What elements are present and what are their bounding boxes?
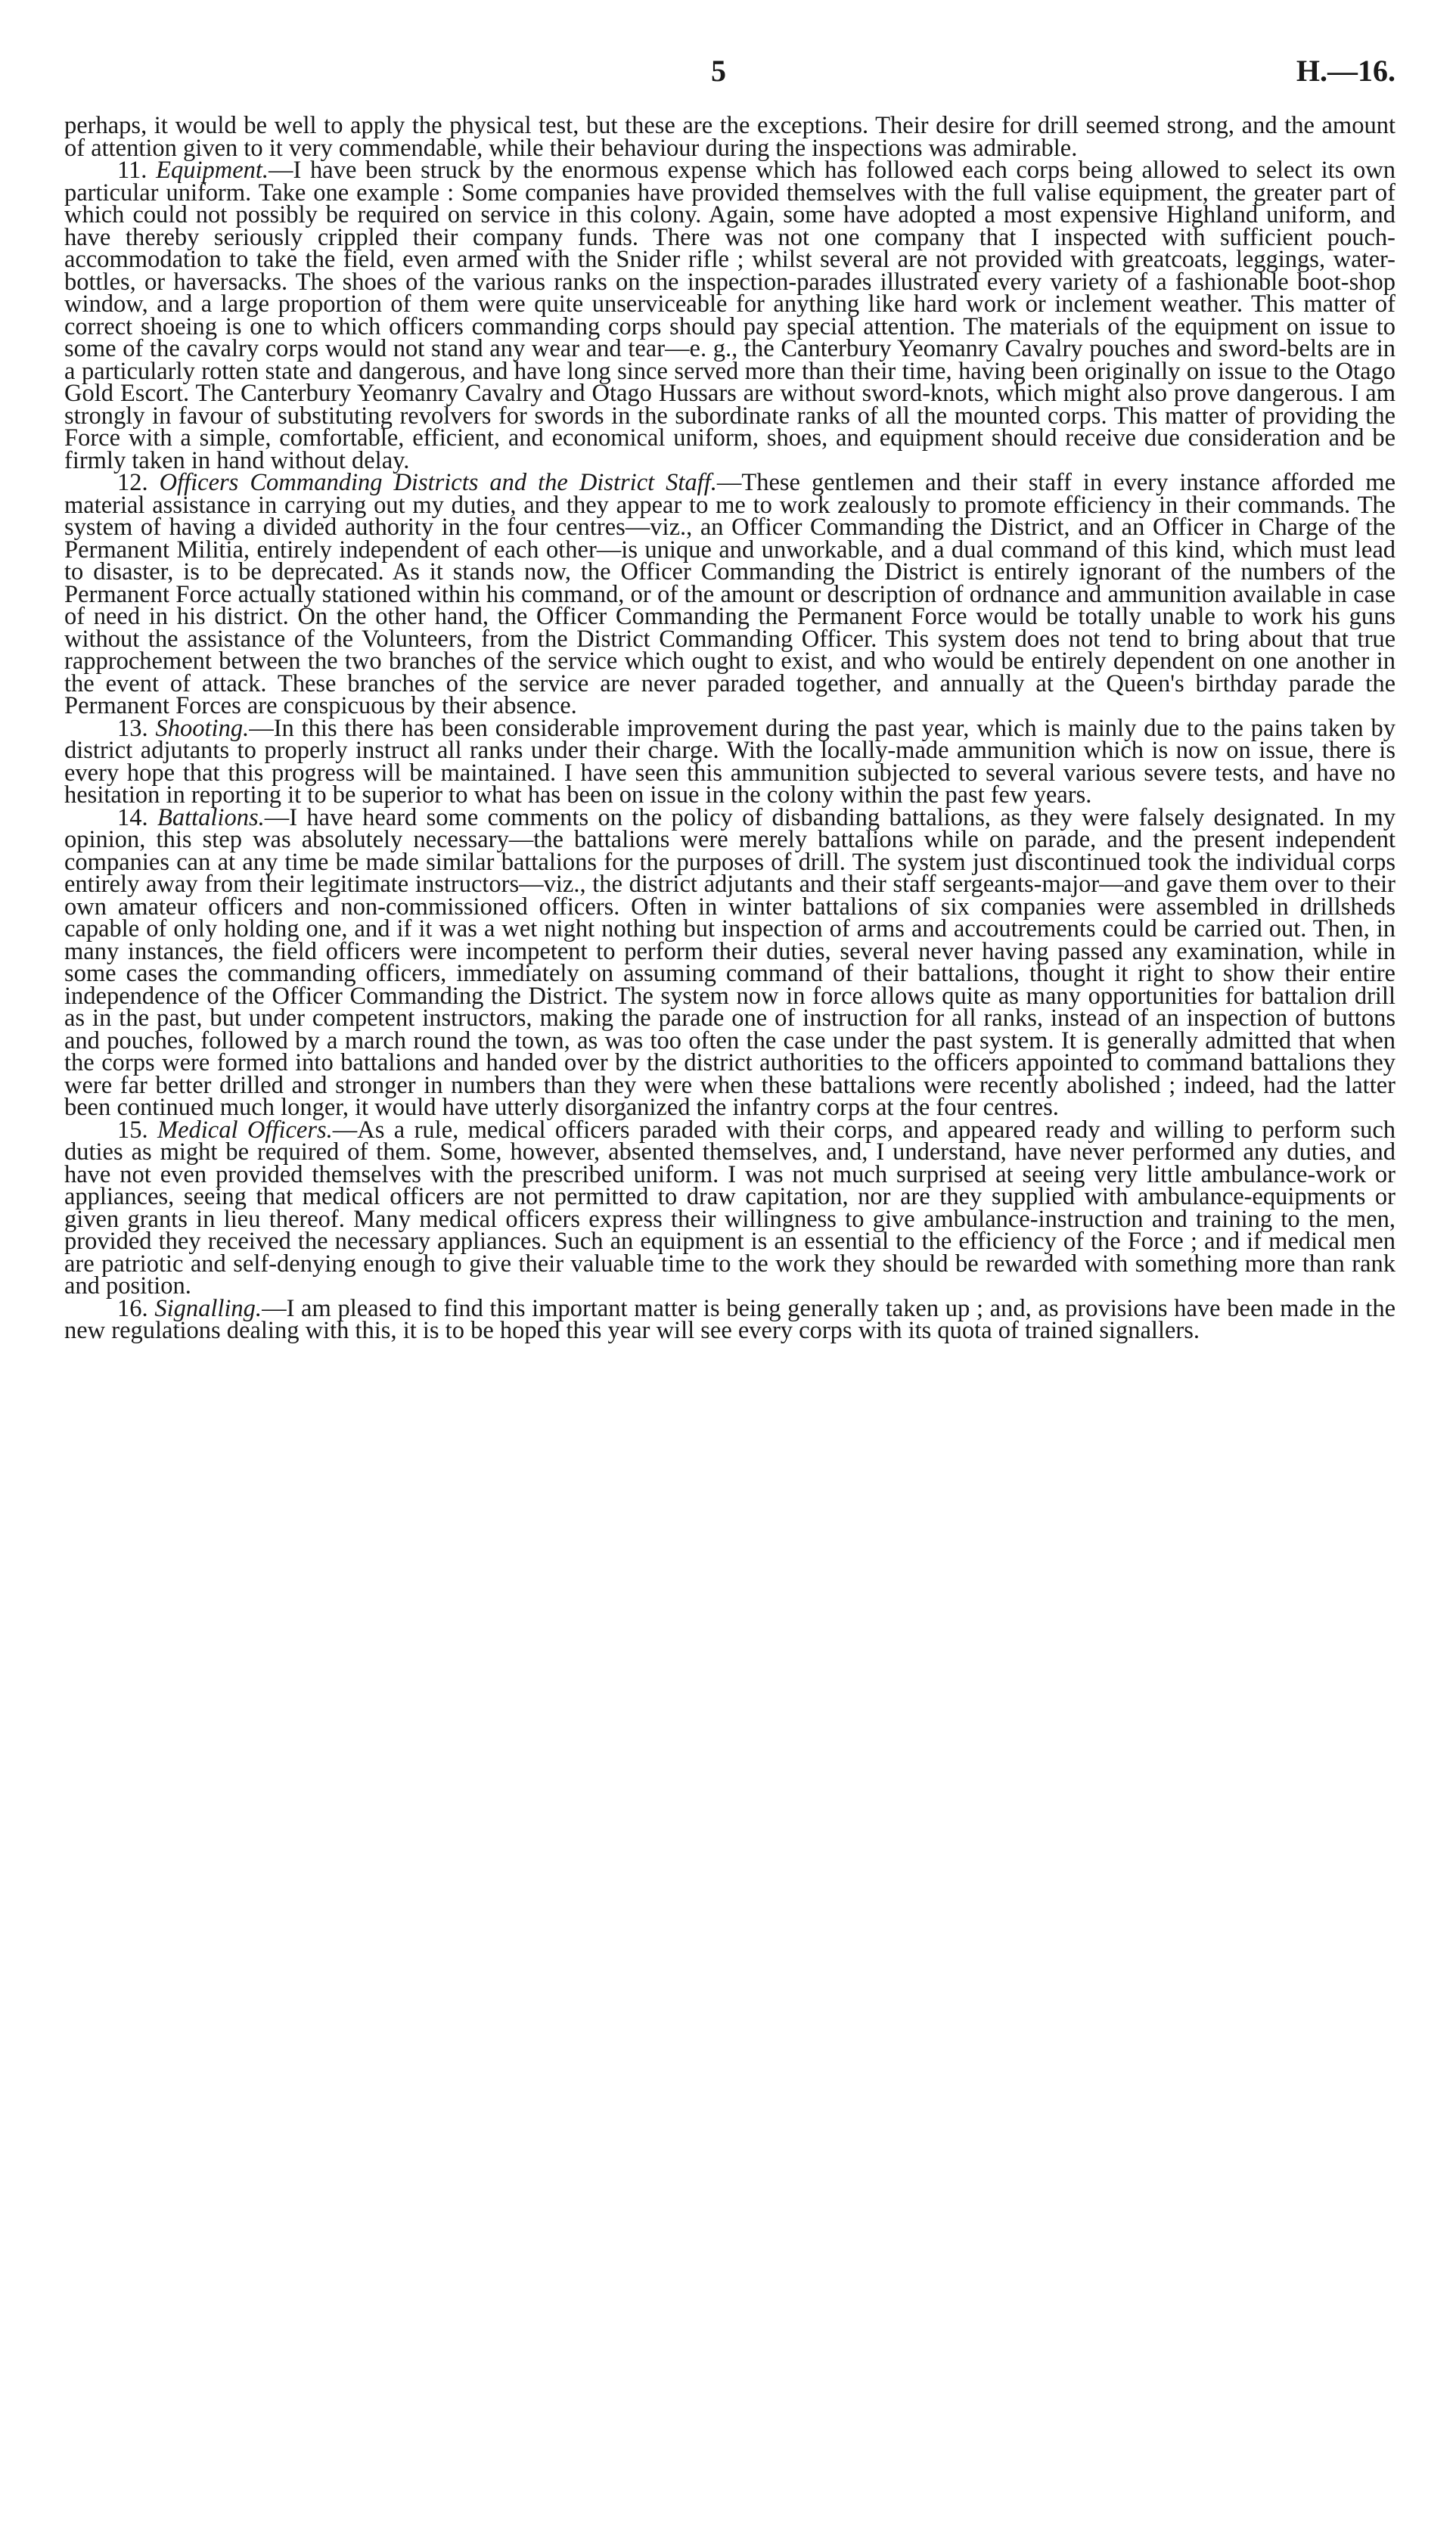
paragraph-district-staff: [64, 469, 1395, 719]
body-text: [64, 112, 1396, 1344]
paragraph-number: 11.: [117, 157, 147, 184]
paragraph-signalling: [64, 1294, 1396, 1344]
paragraph-text: —I have been struck by the enormous expense which has followed each corps being allowed to select its own particular uniform. Take one example : Some companies have provided themselves with the full valise equipment, the greater part of which could not possibly be required on service in this colony. Again, some have adopted a most expensive Highland uniform, and have thereby seriously crippled their company funds. There was not one company that I inspected with sufficient pouch-accommodation to take the field, even armed with the Snider rifle ; whilst several are not provided with greatcoats, leggings, water-bottles, or haversacks. The shoes of the various ranks on the inspection-parades illustrated every variety of a fashionable boot-shop window, and a large proportion of them were quite unserviceable for anything like hard work or inclement weather. This matter of correct shoeing is one to which officers commanding corps should pay special attention. The materials of the equipment on issue to some of the cavalry corps would not stand any wear and tear—e. g., the Canterbury Yeomanry Cavalry pouches and sword-belts are in a particularly rotten state and dangerous, and have long since served more than their time, having been originally on issue to the Otago Gold Escort. The Canterbury Yeomanry Cavalry and Otago Hussars are without sword-knots, which might also prove dangerous. I am strongly in favour of substituting revolvers for swords in the subordinate ranks of all the mounted corps. This matter of providing the Force with a simple, comfortable, efficient, and economical uniform, shoes, and equipment should receive due consideration and be firmly taken in hand without delay.: [64, 157, 1395, 474]
page-number: 5: [711, 54, 726, 88]
paragraph-heading: Medical Officers.: [157, 1116, 333, 1144]
paragraph-text: —I have heard some comments on the policy of disbanding battalions, as they were falsely designated. In my opinion, this step was absolutely necessary—the battalions were merely battalions while on parade, and the present independent companies can at any time be made similar battalions for the purposes of drill. The system just discontinued took the individual corps entirely away from their legitimate instructors—viz., the district adjutants and their staff sergeants-major—and gave them over to their own amateur officers and non-commissioned officers. Often in winter battalions of six companies were assembled in drillsheds capable of only holding one, and if it was a wet night nothing but inspection of arms and accoutrements could be carried out. Then, in many instances, the field officers were incompetent to perform their duties, several never having passed any examination, while in some cases the commanding officers, immediately on assuming command of their battalions, thought it right to show their entire independence of the Officer Commanding the District. The system now in force allows quite as many opportunities for battalion drill as in the past, but under competent instructors, making the parade one of instruction for all ranks, instead of an inspection of buttons and pouches, followed by a march round the town, as was too often the case under the past system. It is generally admitted that when the corps were formed into battalions and handed over by the district authorities to the officers appointed to command battalions they were far better drilled and stronger in numbers than they were when these battalions were recently abolished ; indeed, had the latter been continued much longer, it would have utterly disorganized the infantry corps at the four centres.: [64, 803, 1395, 1121]
page-header: [64, 45, 1395, 115]
paragraph-text: —As a rule, medical officers paraded with their corps, and appeared ready and willing to perform such duties as might be required of them. Some, however, absented themselves, and, I understand, have never performed any duties, and have not even provided themselves with the prescribed uniform. I was not much surprised at seeing very little ambulance-work or appliances, seeing that medical officers are not permitted to draw capitation, nor are they supplied with ambulance-equipments or given grants in lieu thereof. Many medical officers express their willingness to give ambulance-instruction and training to the men, provided they received the necessary appliances. Such an equipment is an essential to the efficiency of the Force ; and if medical men are patriotic and self-denying enough to give their valuable time to the work they should be rewarded with something more than rank and position.: [64, 1116, 1395, 1300]
paragraph-text: —I am pleased to find this important matter is being generally taken up ; and, as provisions have been made in the new regulations dealing with this, it is to be hoped this year will see every corps with its quota of trained signallers.: [64, 1294, 1396, 1344]
paragraph-number: 15.: [117, 1116, 148, 1144]
paragraph-number: 12.: [117, 469, 148, 496]
paragraph-text: —In this there has been considerable improvement during the past year, which is mainly due to the pains taken by district adjutants to properly instruct all ranks under their charge. With the locally-made ammunition which is now on issue, there is every hope that this progress will be maintained. I have seen this ammunition subjected to several various severe tests, and have no hesitation in reporting it to be superior to what has been on issue in the colony within the past few years.: [64, 714, 1396, 809]
paragraph-heading: Signalling.: [154, 1294, 262, 1322]
paragraph-heading: Officers Commanding Districts and the District Staff.: [159, 469, 717, 496]
paragraph-battalions: [64, 803, 1395, 1121]
paragraph-equipment: [64, 157, 1395, 474]
paragraph-heading: Battalions.: [157, 803, 265, 831]
paragraph-shooting: [64, 714, 1396, 809]
paragraph-heading: Shooting.: [155, 714, 250, 742]
paragraph-number: 16.: [117, 1294, 148, 1322]
paragraph-medical-officers: [64, 1116, 1395, 1300]
paragraph-number: 14.: [117, 803, 148, 831]
paragraph-text: —These gentlemen and their staff in every instance afforded me material assistance in carrying out my duties, and they appear to me to work zealously to promote efficiency in their commands. The system of having a divided authority in the four centres—viz., an Officer Commanding the District, and an Officer in Charge of the Permanent Militia, entirely independent of each other—is unique and unworkable, and a dual command of this kind, which must lead to disaster, is to be deprecated. As it stands now, the Officer Commanding the District is entirely ignorant of the numbers of the Permanent Force actually stationed within his command, or of the amount or description of ordnance and ammunition available in case of need in his district. On the other hand, the Officer Commanding the Permanent Force would be totally unable to work his guns without the assistance of the Volunteers, from the District Commanding Officer. This system does not tend to bring about that true rapprochement between the two branches of the service which ought to exist, and who would be entirely dependent on one another in the event of attack. These branches of the service are never paraded together, and annually at the Queen's birthday parade the Permanent Forces are conspicuous by their absence.: [64, 469, 1395, 719]
document-reference: H.—16.: [1296, 54, 1395, 88]
paragraph-text: perhaps, it would be well to apply the physical test, but these are the exceptions. Their desire for drill seemed strong, and the amount of attention given to it very commendable, while their behaviour during the inspections was admirable.: [64, 112, 1395, 162]
document-page: [64, 45, 1395, 1343]
paragraph-heading: Equipment.: [156, 157, 269, 184]
paragraph-continuation: [64, 112, 1395, 162]
paragraph-number: 13.: [117, 714, 148, 742]
